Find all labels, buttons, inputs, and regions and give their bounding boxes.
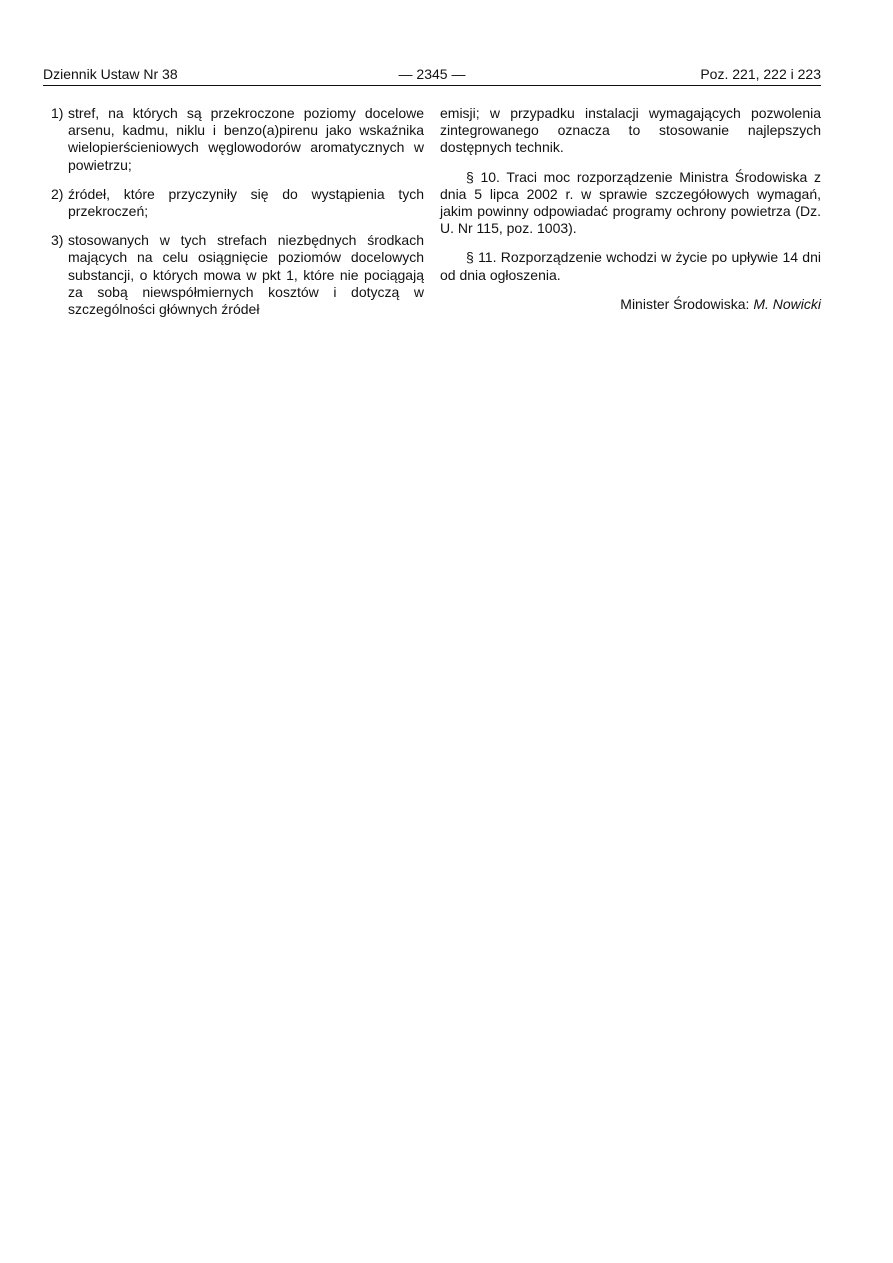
left-column	[51, 105, 424, 330]
paragraph-10: § 10. Traci moc rozporządzenie Ministra Środowiska z dnia 5 lipca 2002 r. w sprawie szczegółowych wymagań, jakim powinny odpowiadać programy ochrony powietrza (Dz. U. Nr 115, poz. 1003).	[440, 168, 821, 237]
page-header	[43, 66, 821, 86]
list-item	[51, 232, 424, 318]
list-item	[51, 105, 424, 174]
journal-title: Dziennik Ustaw Nr 38	[43, 66, 178, 82]
list-item	[51, 186, 424, 220]
continuation-text: emisji; w przypadku instalacji wymagających pozwolenia zintegrowanego oznacza to stosowanie najlepszych dostępnych technik.	[440, 105, 821, 156]
position-reference: Poz. 221, 222 i 223	[700, 66, 821, 82]
list-item-text: stref, na których są przekroczone poziomy docelowe arsenu, kadmu, niklu i benzo(a)pirenu jako wskaźnika wielopierścieniowych węglowodorów aromatycznych w powietrzu;	[68, 105, 424, 173]
list-item-number: 3)	[51, 232, 64, 249]
page-number: — 2345 —	[398, 66, 466, 82]
list-item-text: źródeł, które przyczyniły się do wystąpienia tych przekroczeń;	[68, 185, 424, 220]
signature-role: Minister Środowiska:	[620, 295, 750, 312]
paragraph-11: § 11. Rozporządzenie wchodzi w życie po upływie 14 dni od dnia ogłoszenia.	[440, 249, 821, 283]
list-item-number: 1)	[51, 105, 64, 121]
list-item-text: stosowanych w tych strefach niezbędnych środkach mających na celu osiągnięcie poziomów docelowych substancji, o których mowa w pkt 1, które nie pociągają za sobą niewspółmiernych kosztów i dotyczą w szczególności głównych źródeł	[68, 232, 424, 318]
list-item-number: 2)	[51, 185, 64, 202]
signature-name: M. Nowicki	[753, 295, 821, 312]
signature	[440, 296, 821, 313]
header-rule	[43, 85, 821, 86]
right-column	[440, 105, 821, 313]
